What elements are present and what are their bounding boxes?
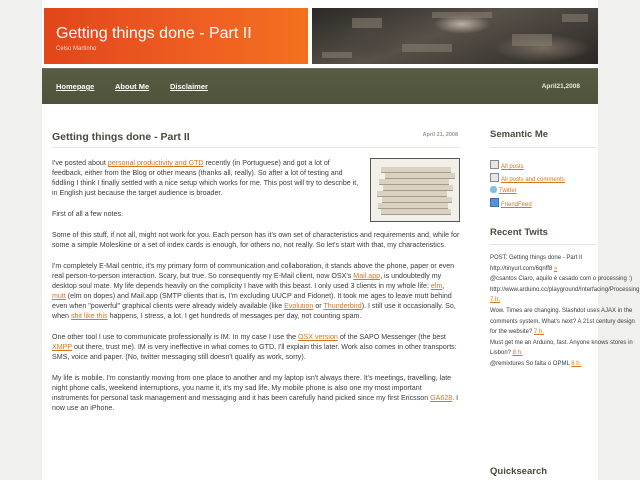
link-elm[interactable]: elm xyxy=(430,282,443,290)
semantic-me-heading: Semantic Me xyxy=(490,129,549,140)
recent-twits-heading: Recent Twits xyxy=(490,227,548,238)
sidebar-divider xyxy=(490,244,596,245)
sidebar xyxy=(490,125,640,480)
sidebar-link-friendfeed[interactable]: FriendFeed xyxy=(490,198,532,208)
post-date: April 21, 2008 xyxy=(422,132,458,138)
link-ga628[interactable]: GA628 xyxy=(430,394,453,402)
twit-item: @remixtures So falta o OPML 8 h. xyxy=(490,360,582,367)
sidebar-divider xyxy=(490,147,596,148)
rss-feed-icon xyxy=(490,160,499,169)
site-header xyxy=(42,0,598,68)
post-body xyxy=(52,158,460,424)
post-title[interactable]: Getting things done - Part II xyxy=(52,131,190,143)
link-mutt[interactable]: mutt xyxy=(52,292,66,300)
twit-permalink[interactable]: » xyxy=(553,265,558,272)
nav-about-link[interactable]: About Me xyxy=(115,82,150,91)
twit-permalink[interactable]: 8 h. xyxy=(512,350,523,357)
twit-permalink[interactable]: 7 h. xyxy=(490,297,501,304)
paragraph: My life is mobile. I'm constantly moving from one place to another and my laptop isn't always there. It's meetings, travelling, late night phone calls, weekend interruptions, you name it, it's my sad life. My mobile phone is also one my most important instruments for personal task management and messaging and it has been carefully hand picked since my first Ericsson GA628. I now use an iPhone. xyxy=(52,374,459,412)
link-shit-like-this[interactable]: shit like this xyxy=(70,312,108,320)
header-photo xyxy=(312,8,598,64)
nav-disclaimer-link[interactable]: Disclaimer xyxy=(170,82,208,91)
paragraph: I'm completely E-Mail centric, it's my primary form of communication and collaboration, it stands above the phone, paper or even real person-to-person interaction. Scary, but true. So consequently my E-Mail client, now OSX's Mail.app, is undoubtedly my desktop soul mate. My life depends heavily on the complicity I have with this beast. I only used 3 clients in my whole life: elm, mutt (elm on dopes) and Mail.app (SMTP clients that is, I'm excluding UUCP and Fidonet). It took me ages to leave mutt behind even when "powerful" graphical clients were already widely available (like Evolution or Thunderbird). I still use it occasionally. So, when shit like this happens, I stress, a lot. I get hundreds of messages per day, not counting spam. xyxy=(52,262,456,320)
nav-bar xyxy=(42,68,598,104)
sidebar-link-all-posts-comments[interactable]: All posts and comments xyxy=(490,173,565,183)
rss-feed-icon xyxy=(490,173,499,182)
twit-item: Wow. Times are changing. Slashdot uses AJAX in the comments system. What's next? A 21st century design for the website? 7 h. xyxy=(490,307,635,336)
friendfeed-icon xyxy=(490,198,499,207)
paper-stack-image xyxy=(370,158,460,222)
nav-homepage-link[interactable]: Homepage xyxy=(56,82,95,91)
link-personal-productivity[interactable]: personal productivity and GTD xyxy=(107,159,204,167)
site-title-banner xyxy=(44,8,308,64)
link-evolution[interactable]: Evolution xyxy=(284,302,314,310)
twit-permalink[interactable]: 8 h. xyxy=(571,360,582,367)
twitter-bird-icon xyxy=(490,186,497,193)
nav-date: April21,2008 xyxy=(541,83,580,90)
paragraph: Some of this stuff, if not all, might not work for you. Each person has it's own set of characteristics and requirements and, while for some a simple Moleskine or a set of index cards is enough, for others no, not really. So let's start with that, my characteristics. xyxy=(52,231,460,249)
paragraph: One other tool I use to communicate professionally is IM. In my case I use the OSX version of the SAPO Messenger (the best XMPP out there, trust me). IM is very ineffective in what comes to GTD, I'll explain this later. Work also comes in other transports: SMS, voice and paper. (No, twitter messaging still doesn't qualify as work, sorry). xyxy=(52,333,457,361)
page-container xyxy=(42,0,640,480)
twit-item: Must get me an Arduino, fast. Anyone knows stores in Lisbon? 8 h. xyxy=(490,339,633,357)
site-author: Celso Martinho xyxy=(56,46,97,52)
paragraph: First of all a few notes. xyxy=(52,210,123,218)
twit-item: POST: Getting things done - Part II http://tinyurl.com/6qnff8 » xyxy=(490,255,583,272)
sidebar-link-twitter[interactable]: Twitter xyxy=(490,186,517,194)
twit-item: @csantos Claro, aquilo é casado com o processing :) http://www.arduino.cc/playground/Interfacing/Processing 7 h. xyxy=(490,276,640,304)
sidebar-link-all-posts[interactable]: All posts xyxy=(490,160,524,170)
recent-twits-list xyxy=(490,253,640,370)
post-main xyxy=(52,125,460,480)
quicksearch-heading: Quicksearch xyxy=(490,466,548,477)
site-title[interactable]: Getting things done - Part II xyxy=(56,25,252,42)
link-mail-app[interactable]: Mail.app xyxy=(353,272,381,280)
paragraph: I've posted about personal productivity and GTD recently (in Portuguese) and got a lot of feedback, either from the Blog or other means (thanks all, really). So after a lot of testing and fiddling I think I finally settled with a nice setup which works for me. This post will try to describe it, in English just because the target audience is broader. xyxy=(52,159,359,197)
link-osx-version[interactable]: OSX version xyxy=(298,333,338,341)
link-xmpp[interactable]: XMPP xyxy=(52,343,72,351)
twit-permalink[interactable]: 7 h. xyxy=(534,329,545,336)
link-thunderbird[interactable]: Thunderbird xyxy=(323,302,362,310)
post-divider xyxy=(52,147,460,148)
